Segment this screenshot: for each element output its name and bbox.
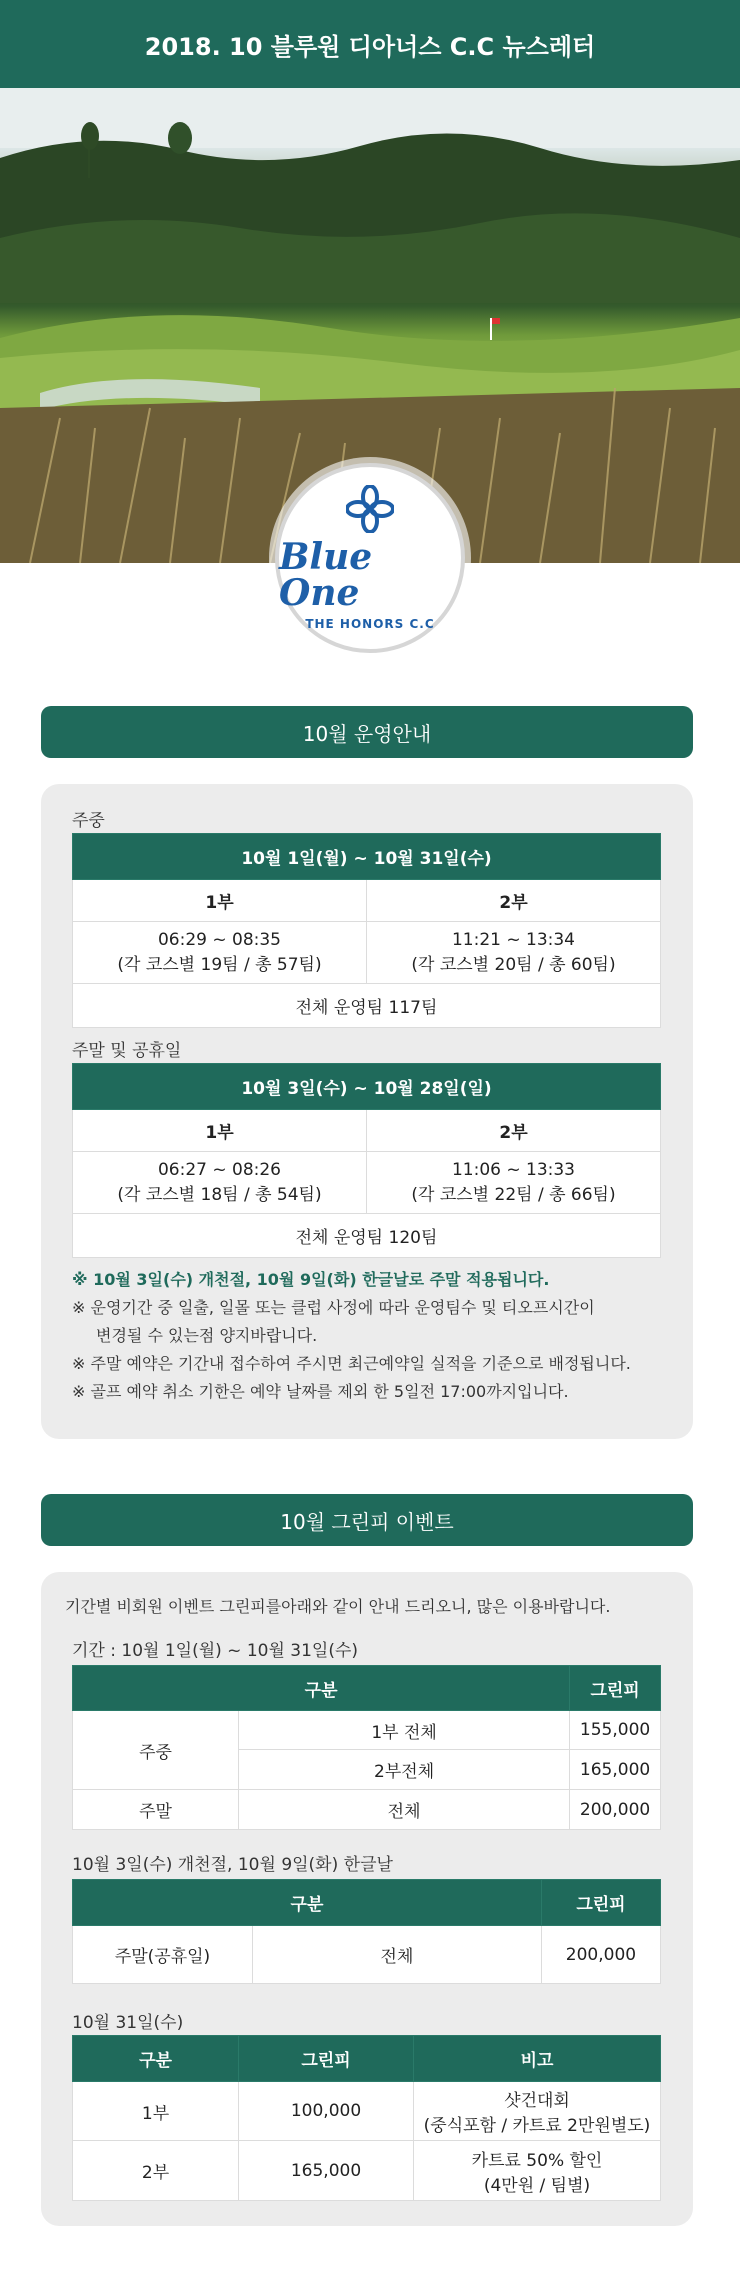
weekend-schedule-table (72, 1063, 661, 1258)
greenfee-table-period (72, 1665, 661, 1830)
event-intro: 기간별 비회원 이벤트 그린피를아래와 같이 안내 드리오니, 많은 이용바랍니다. (65, 1597, 611, 1616)
weekday-part1-teams: (각 코스별 19팀 / 총 57팀) (117, 955, 322, 975)
t2-header-category: 구분 (73, 1880, 542, 1926)
note-weekend-booking: ※ 주말 예약은 기간내 접수하여 주시면 최근예약일 실적을 기준으로 배정됩니다. (72, 1354, 631, 1373)
t3-header-category: 구분 (73, 2036, 239, 2082)
operation-panel (41, 784, 693, 1439)
weekend-part1-time: 06:27 ~ 08:26 (157, 1160, 282, 1180)
weekday-part1-time: 06:29 ~ 08:35 (157, 930, 282, 950)
t1-r3-part: 전체 (239, 1790, 570, 1830)
t3-r2-note-line2: (4만원 / 팀별) (483, 2175, 591, 2196)
weekend-label: 주말 및 공휴일 (72, 1041, 182, 1061)
event-period-label: 기간 : 10월 1일(월) ~ 10월 31일(수) (72, 1641, 359, 1661)
weekday-total: 전체 운영팀 117팀 (73, 984, 661, 1028)
t2-r1-part: 전체 (253, 1926, 542, 1984)
t2-r1-category: 주말(공휴일) (73, 1926, 253, 1984)
t3-r2-part: 2부 (73, 2141, 239, 2201)
weekend-part1-teams: (각 코스별 18팀 / 총 54팀) (117, 1185, 322, 1205)
t1-weekday: 주중 (73, 1711, 239, 1790)
t2-r1-fee: 200,000 (541, 1926, 660, 1984)
oct31-label: 10월 31일(수) (72, 2013, 184, 2033)
operation-section-title (41, 706, 693, 758)
weekend-part1-cell (73, 1152, 367, 1214)
note-teams-change-cont: 변경될 수 있는점 양지바랍니다. (96, 1326, 318, 1345)
newsletter-header (0, 0, 740, 88)
t3-r1-note-cell (414, 2082, 661, 2141)
event-panel (41, 1572, 693, 2226)
holiday-label: 10월 3일(수) 개천절, 10월 9일(화) 한글날 (72, 1855, 393, 1875)
weekday-part2-time: 11:21 ~ 13:34 (451, 930, 576, 950)
t3-r1-part: 1부 (73, 2082, 239, 2141)
note-holiday: ※ 10월 3일(수) 개천절, 10월 9일(화) 한글날로 주말 적용됩니다. (72, 1270, 550, 1289)
weekday-schedule-table (72, 833, 661, 1028)
t1-r3-fee: 200,000 (570, 1790, 661, 1830)
t3-r1-note-line1: 샷건대회 (504, 2091, 570, 2111)
weekday-part2-teams: (각 코스별 20팀 / 총 60팀) (411, 955, 616, 975)
operation-title-text: 10월 운영안내 (302, 721, 432, 746)
t1-r2-fee: 165,000 (570, 1750, 661, 1790)
operation-notes (72, 1266, 672, 1406)
t2-header-fee: 그린피 (541, 1880, 660, 1926)
t1-header-category: 구분 (73, 1666, 570, 1711)
t1-header-fee: 그린피 (570, 1666, 661, 1711)
weekday-part2-cell (367, 922, 661, 984)
flower-logo-icon (346, 485, 394, 533)
logo-subtitle: THE HONORS C.C (305, 617, 435, 631)
weekday-label: 주중 (72, 811, 105, 831)
t1-weekend: 주말 (73, 1790, 239, 1830)
note-cancel-deadline: ※ 골프 예약 취소 기한은 예약 날짜를 제외 한 5일전 17:00까지입니다. (72, 1382, 569, 1401)
blueone-logo-badge (275, 463, 465, 653)
weekday-part1-cell (73, 922, 367, 984)
note-teams-change: ※ 운영기간 중 일출, 일몰 또는 클럽 사정에 따라 운영팀수 및 티오프시간이 (72, 1298, 595, 1317)
t3-r2-note-line1: 카트료 50% 할인 (471, 2150, 603, 2171)
t3-r2-fee: 165,000 (239, 2141, 414, 2201)
weekend-part2-teams: (각 코스별 22팀 / 총 66팀) (411, 1185, 616, 1205)
weekend-period: 10월 3일(수) ~ 10월 28일(일) (73, 1064, 661, 1110)
t1-r1-fee: 155,000 (570, 1711, 661, 1750)
t1-r1-part: 1부 전체 (239, 1711, 570, 1750)
weekend-part2-cell (367, 1152, 661, 1214)
t3-r1-note-line2: (중식포함 / 카트료 2만원별도) (423, 2116, 651, 2136)
weekend-part1-header: 1부 (73, 1110, 367, 1152)
event-title-text: 10월 그린피 이벤트 (280, 1509, 454, 1534)
weekday-period: 10월 1일(월) ~ 10월 31일(수) (73, 834, 661, 880)
weekend-part2-header: 2부 (367, 1110, 661, 1152)
t3-r1-fee: 100,000 (239, 2082, 414, 2141)
t3-header-fee: 그린피 (239, 2036, 414, 2082)
t3-r2-note-cell (414, 2141, 661, 2201)
weekday-part2-header: 2부 (367, 880, 661, 922)
greenfee-table-holiday (72, 1879, 661, 1984)
weekend-part2-time: 11:06 ~ 13:33 (451, 1160, 576, 1180)
greenfee-table-oct31 (72, 2035, 661, 2201)
newsletter-title: 2018. 10 블루원 디아너스 C.C 뉴스레터 (144, 32, 596, 61)
t1-r2-part: 2부전체 (239, 1750, 570, 1790)
weekend-total: 전체 운영팀 120팀 (73, 1214, 661, 1258)
weekday-part1-header: 1부 (73, 880, 367, 922)
t3-header-note: 비고 (414, 2036, 661, 2082)
event-section-title (41, 1494, 693, 1546)
logo-brand-name: Blue One (279, 536, 373, 614)
